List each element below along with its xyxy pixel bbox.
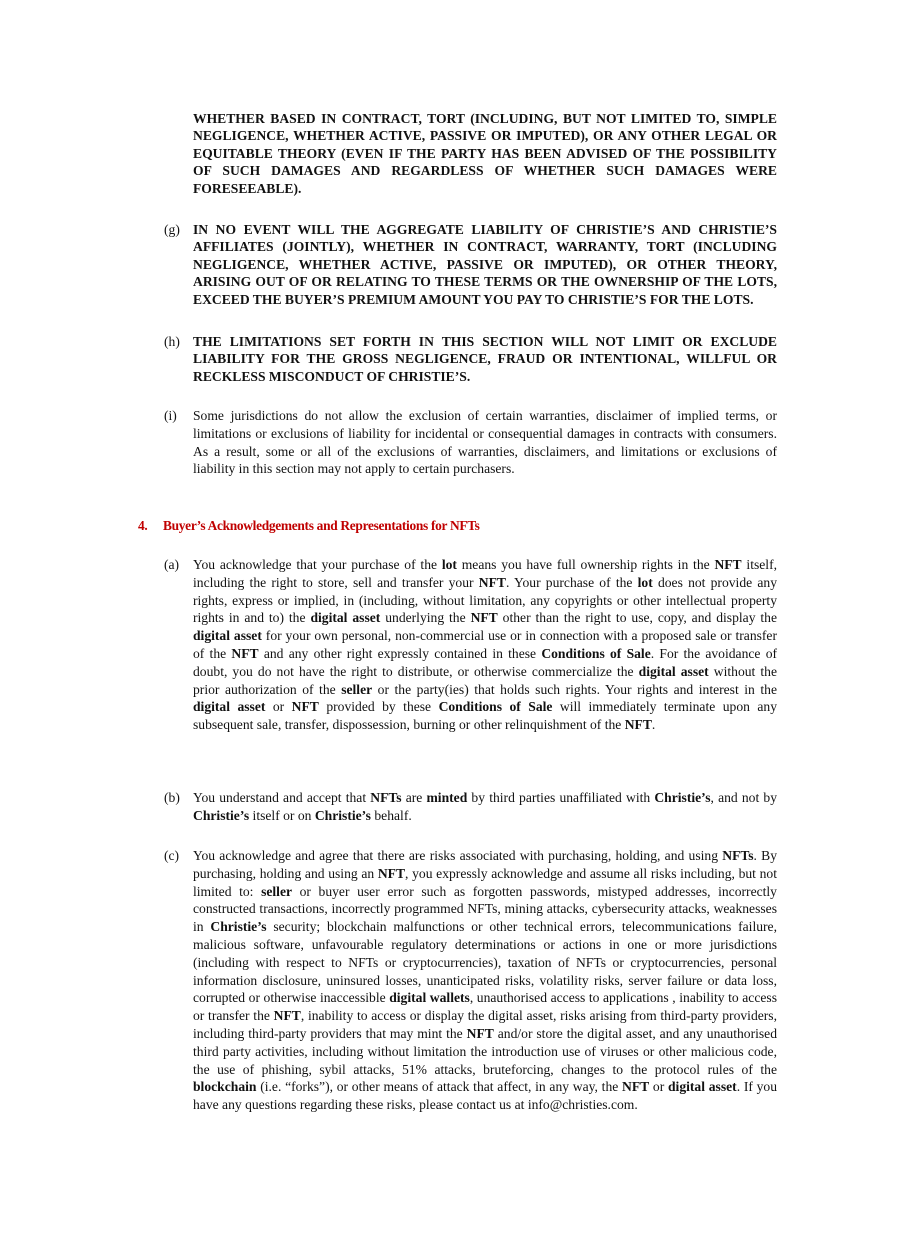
defined-term: digital wallets bbox=[389, 990, 470, 1006]
text-run: will immediately terminate upon any subsequent sale, transfer, dispossession, burning or other relinquishment of the bbox=[193, 699, 778, 733]
text-run: or bbox=[649, 1079, 668, 1095]
defined-term: NFT bbox=[377, 865, 406, 881]
paragraph-g bbox=[164, 221, 777, 308]
defined-term: digital asset bbox=[310, 610, 381, 626]
paragraph-b bbox=[164, 789, 778, 825]
text-run: , and not by bbox=[710, 790, 778, 805]
paragraph-c bbox=[164, 847, 777, 1114]
text-run: and any other right expressly contained in these bbox=[258, 645, 542, 661]
text-run: itself, including the right to store, sell and transfer your bbox=[193, 557, 777, 590]
section-title: Buyer’s Acknowledgements and Representations for NFTs bbox=[163, 518, 480, 533]
paragraph-i bbox=[164, 407, 777, 478]
defined-term: Conditions of Sale bbox=[541, 645, 651, 661]
text-run: , unauthorised access to applications , inability to access or transfer the bbox=[193, 990, 777, 1024]
defined-term: NFT bbox=[273, 1008, 301, 1024]
text-run: . bbox=[651, 717, 656, 733]
text-run: security; blockchain malfunctions or other technical errors, telecommunications failure, malicious software, unfavourable regulatory determinations or actions in one or more jurisdictions (including with respect to NFTs or cryptocurrencies), taxation of NFTs or cryptocurrencies, personal information disclosure, uninsured losses, unanticipated risks, volatility risks, server failure or data loss, corrupted or otherwise inaccessible bbox=[193, 919, 777, 1006]
defined-term: NFTs bbox=[722, 848, 754, 863]
text-run: , you expressly acknowledge and assume all risks including, but not limited to: bbox=[193, 865, 777, 899]
defined-term: NFT bbox=[291, 699, 319, 715]
defined-term: blockchain bbox=[193, 1079, 257, 1095]
paragraph-a bbox=[164, 556, 778, 734]
item-label: (c) bbox=[164, 848, 180, 863]
text-run: . For the avoidance of doubt, you do not have the right to distribute, or otherwise commercialize the bbox=[193, 645, 778, 679]
text-run: or buyer user error such as forgotten passwords, mistyped addresses, incorrectly constructed transactions, incorrectly programmed NFTs, mining attacks, cybersecurity attacks, weaknesses in bbox=[193, 883, 777, 935]
defined-term: digital asset bbox=[668, 1079, 737, 1095]
defined-term: lot bbox=[637, 574, 653, 590]
text-run: provided by these bbox=[318, 699, 439, 715]
text-run: or bbox=[265, 699, 292, 715]
text-run: or the party(ies) that holds such rights. Your rights and interest in the bbox=[372, 681, 777, 697]
defined-term: seller bbox=[261, 883, 293, 899]
text-run: You understand and accept that bbox=[193, 790, 371, 805]
defined-term: NFT bbox=[231, 645, 259, 661]
text-run: , inability to access or display the digital asset, risks arising from third-party providers, including third-party providers that may mint the bbox=[193, 1008, 777, 1041]
defined-term: digital asset bbox=[638, 663, 709, 679]
section-heading bbox=[138, 518, 480, 534]
defined-term: lot bbox=[441, 557, 457, 572]
defined-term: seller bbox=[341, 681, 373, 697]
text-run: by third parties unaffiliated with bbox=[467, 790, 655, 805]
text-run: for your own personal, non-commercial use or in connection with a proposed sale or transfer of the bbox=[193, 628, 777, 661]
defined-term: NFT bbox=[624, 717, 652, 733]
paragraph-continued bbox=[193, 110, 777, 197]
defined-term: NFT bbox=[622, 1079, 650, 1095]
defined-term: NFT bbox=[466, 1025, 494, 1041]
defined-term: Conditions of Sale bbox=[438, 699, 553, 715]
paragraph-h bbox=[164, 333, 777, 385]
text-run: . By purchasing, holding and using an bbox=[193, 848, 777, 881]
text-run: underlying the bbox=[380, 610, 471, 626]
text-run: . Your purchase of the bbox=[505, 574, 638, 590]
text-run: means you have full ownership rights in the bbox=[456, 557, 715, 572]
defined-term: Christie’s bbox=[314, 807, 371, 823]
defined-term: NFT bbox=[478, 574, 506, 590]
text-run: other than the right to use, copy, and display the bbox=[497, 610, 778, 626]
defined-term: NFTs bbox=[370, 790, 402, 805]
defined-term: Christie’s bbox=[193, 807, 250, 823]
text-run: Some jurisdictions do not allow the exclusion of certain warranties, disclaimer of implied terms, or limitations or exclusions of liability for incidental or consequential damages in contracts with consumers. As a result, some or all of the exclusions of warranties, disclaimers, and limitations or exclusions of liability in this section may not apply to certain purchasers. bbox=[193, 408, 777, 477]
text-run: You acknowledge that your purchase of the bbox=[193, 557, 442, 572]
text-run: are bbox=[401, 790, 427, 805]
defined-term: Christie’s bbox=[654, 790, 711, 805]
defined-term: digital asset bbox=[193, 699, 266, 715]
item-label: (a) bbox=[164, 557, 180, 572]
text-run: . If you have any questions regarding these risks, please contact us at info@christies.com. bbox=[193, 1079, 777, 1113]
text-run: (i.e. “forks”), or other means of attack that affect, in any way, the bbox=[256, 1079, 623, 1095]
item-label: (i) bbox=[164, 408, 177, 423]
text-run: itself or on bbox=[249, 807, 315, 823]
text-run: IN NO EVENT WILL THE AGGREGATE LIABILITY OF CHRISTIE’S AND CHRISTIE’S AFFILIATES (JOINTLY), WHETHER IN CONTRACT, WARRANTY, TORT (INCLUDING NEGLIGENCE, WHETHER ACTIVE, PASSIVE OR IMPUTED), OR OTHER THEORY, ARISING OUT OF OR RELATING TO THESE TERMS OR THE OWNERSHIP OF THE LOTS, EXCEED THE BUYER’S PREMIUM AMOUNT YOU PAY TO CHRISTIE’S FOR THE LOTS. bbox=[193, 222, 777, 307]
section-number: 4. bbox=[138, 518, 148, 533]
defined-term: digital asset bbox=[193, 628, 262, 644]
text-run: WHETHER BASED IN CONTRACT, TORT (INCLUDING, BUT NOT LIMITED TO, SIMPLE NEGLIGENCE, WHETHER ACTIVE, PASSIVE OR IMPUTED), OR ANY OTHER LEGAL OR EQUITABLE THEORY (EVEN IF THE PARTY HAS BEEN ADVISED OF THE POSSIBILITY OF SUCH DAMAGES AND REGARDLESS OF WHETHER SUCH DAMAGES WERE FORESEEABLE). bbox=[193, 111, 777, 196]
item-label: (b) bbox=[164, 790, 180, 805]
defined-term: NFT bbox=[470, 610, 498, 626]
text-run: THE LIMITATIONS SET FORTH IN THIS SECTION WILL NOT LIMIT OR EXCLUDE LIABILITY FOR THE GROSS NEGLIGENCE, FRAUD OR INTENTIONAL, WILLFUL OR RECKLESS MISCONDUCT OF CHRISTIE’S. bbox=[193, 334, 777, 384]
text-run: without the prior authorization of the bbox=[193, 663, 777, 697]
item-label: (g) bbox=[164, 222, 180, 237]
text-run: behalf. bbox=[370, 807, 412, 823]
defined-term: NFT bbox=[714, 557, 742, 572]
text-run: does not provide any rights, express or implied, in (including, without limitation, any copyrights or other intellectual property rights in and to) the bbox=[193, 574, 777, 626]
text-run: and/or store the digital asset, and any unauthorised third party activities, including without limitation the introduction use of viruses or other malicious code, the use of phishing, sybil attacks, 51% attacks, bruteforcing, changes to the protocol rules of the bbox=[193, 1025, 777, 1077]
defined-term: Christie’s bbox=[210, 919, 267, 935]
defined-term: minted bbox=[426, 790, 468, 805]
text-run: You acknowledge and agree that there are risks associated with purchasing, holding, and using bbox=[193, 848, 723, 863]
item-label: (h) bbox=[164, 334, 180, 349]
